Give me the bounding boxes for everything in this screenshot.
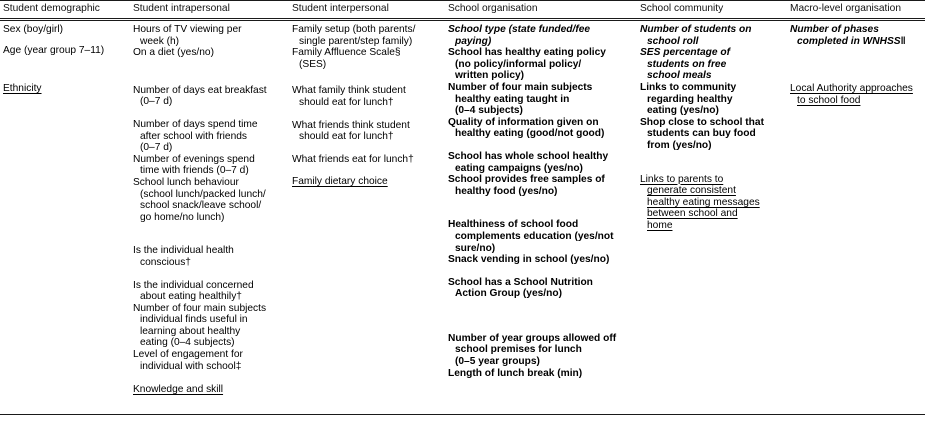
table-cell-item: Links to community regarding healthy eating (yes/no)	[640, 81, 737, 117]
row-spacer	[133, 372, 288, 384]
table-cell-item: Level of engagement for individual with school‡	[133, 349, 243, 372]
table-cell-item: Family Affluence Scale§ (SES)	[292, 47, 401, 70]
column-student-interpersonal	[292, 24, 442, 188]
table-cell-item: Number of students on school roll	[640, 24, 752, 47]
table-cell-item: Snack vending in school (yes/no)	[448, 254, 610, 266]
table-cell-item: Number of four main subjects healthy eating taught in (0–4 subjects)	[448, 81, 593, 117]
table-header-rule-upper	[0, 18, 925, 19]
row-spacer	[448, 266, 638, 277]
table-cell-item: Sex (boy/girl)	[3, 24, 64, 35]
table-cell-item: Number of days spend time after school with friends (0–7 d)	[133, 118, 258, 154]
column-header-student-intrapersonal: Student intrapersonal	[133, 3, 230, 14]
column-school-organisation	[448, 24, 638, 379]
table-cell-item: Length of lunch break (min)	[448, 367, 583, 379]
row-spacer	[292, 143, 442, 154]
table-cell-item: Links to parents to generate consistent healthy eating messages between school and home	[640, 173, 760, 231]
table-cell-item: What friends eat for lunch†	[292, 153, 414, 165]
column-macro-level-organisation	[790, 24, 925, 106]
table-cell-item: Is the individual concerned about eating healthily†	[133, 279, 254, 303]
table-cell-item: On a diet (yes/no)	[133, 47, 214, 59]
row-spacer	[133, 269, 288, 280]
table-cell-item: Knowledge and skill	[133, 384, 224, 396]
column-school-community	[640, 24, 785, 232]
table-cell-item: School has healthy eating policy (no policy/informal policy/ written policy)	[448, 47, 606, 82]
row-spacer	[292, 109, 442, 120]
table-cell-item: Shop close to school that students can buy food from (yes/no)	[640, 116, 764, 151]
table-header-rule-lower	[0, 20, 925, 21]
table-cell-item: School type (state funded/fee paying)	[448, 24, 591, 47]
table-cell-item: Family setup (both parents/ single parent/step family)	[292, 24, 416, 47]
table-top-rule	[0, 0, 925, 1]
row-spacer	[133, 223, 288, 245]
table-cell-item: Number of evenings spend time with friends (0–7 d)	[133, 153, 255, 177]
table-cell-item: Hours of TV viewing per week (h)	[133, 24, 242, 47]
table-bottom-rule	[0, 414, 925, 415]
table-cell-item: Ethnicity	[3, 83, 42, 95]
table-cell-item: Number of days eat breakfast (0–7 d)	[133, 84, 267, 108]
row-spacer	[133, 59, 288, 85]
table-cell-item: Number of year groups allowed off school premises for lunch (0–5 year groups)	[448, 332, 617, 368]
row-spacer	[133, 108, 288, 119]
row-spacer	[292, 165, 442, 176]
column-student-demographic	[3, 24, 131, 95]
column-header-student-demographic: Student demographic	[3, 3, 100, 14]
row-spacer	[448, 300, 638, 333]
row-spacer	[448, 197, 638, 219]
table-cell-item: What friends think student should eat for lunch†	[292, 119, 410, 143]
table-cell-item: Healthiness of school food complements education (yes/not sure/no)	[448, 219, 614, 254]
table-cell-item: SES percentage of students on free school meals	[640, 47, 731, 82]
column-header-macro-level-organisation: Macro-level organisation	[790, 3, 901, 14]
table-cell-item: Number of four main subjects individual finds useful in learning about healthy eating (0–4 subjects)	[133, 302, 267, 349]
row-spacer	[448, 140, 638, 151]
table-cell-item: Age (year group 7–11)	[3, 44, 105, 56]
table-cell-item: What family think student should eat for lunch†	[292, 85, 406, 108]
table-cell-item: Family dietary choice	[292, 176, 388, 188]
table-cell-item: Number of phases completed in WNHSS‖	[790, 24, 906, 47]
table-cell-item: School has a School Nutrition Action Group (yes/no)	[448, 276, 593, 300]
table-cell-item: School has whole school healthy eating campaigns (yes/no)	[448, 150, 609, 174]
column-header-school-community: School community	[640, 3, 724, 14]
column-header-student-interpersonal: Student interpersonal	[292, 3, 389, 14]
row-spacer	[292, 70, 442, 85]
row-spacer	[640, 152, 785, 174]
column-student-intrapersonal	[133, 24, 288, 396]
table-cell-item: School lunch behaviour (school lunch/packed lunch/ school snack/leave school/ go home/no lunch)	[133, 176, 266, 223]
table-cell-item: Local Authority approaches to school food	[790, 83, 913, 106]
row-spacer	[3, 36, 131, 45]
column-header-school-organisation: School organisation	[448, 3, 538, 14]
table-cell-item: School provides free samples of healthy food (yes/no)	[448, 174, 605, 197]
row-spacer	[790, 47, 925, 83]
table-cell-item: Quality of information given on healthy eating (good/not good)	[448, 116, 605, 140]
table-header-row	[0, 2, 925, 17]
row-spacer	[3, 56, 131, 83]
table-cell-item: Is the individual health conscious†	[133, 245, 234, 268]
